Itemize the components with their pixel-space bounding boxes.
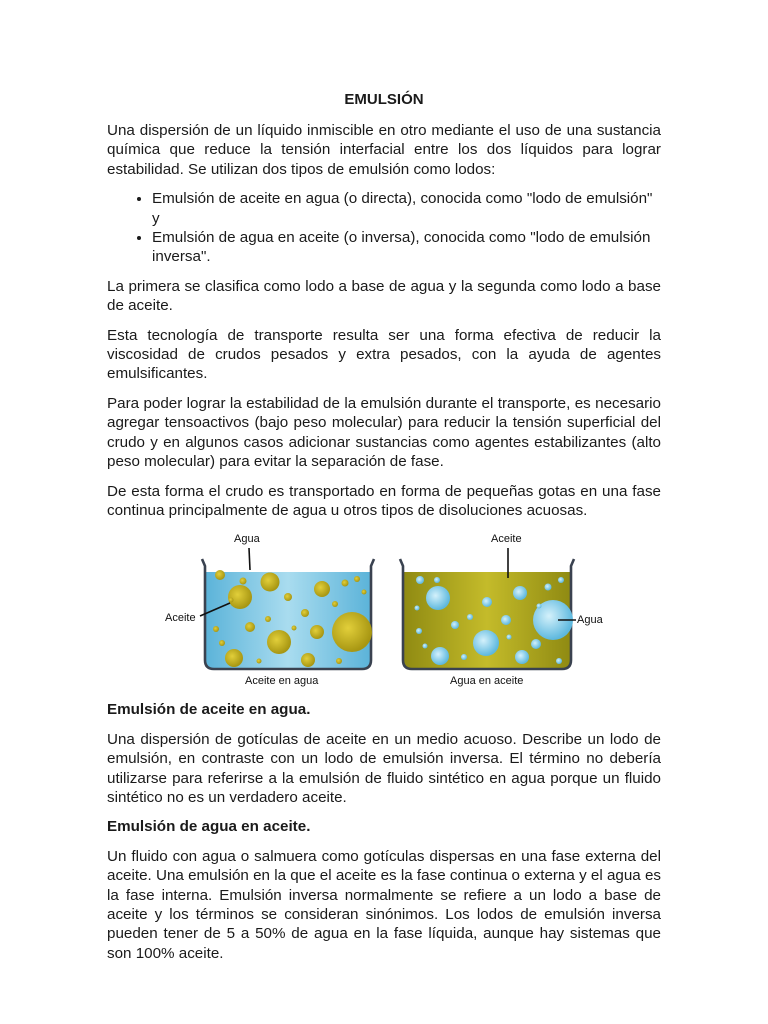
paragraph: Un fluido con agua o salmuera como gotículas dispersas en una fase externa del aceite. Una emulsión en la que el aceite es la fase continua o externa y el agua es la fase interna. Emulsión inversa normalmente se refiere a un lodo a base de aceite y los términos se consideran sinónimos. Los lodos de emulsión inversa pueden tener de 5 a 50% de agua en la fase líquida, aunque hay sistemas que son 100% aceite. (107, 847, 661, 962)
emulsion-diagram (107, 536, 661, 686)
section-heading: Emulsión de agua en aceite. (107, 818, 311, 836)
paragraph: Para poder lograr la estabilidad de la emulsión durante el transporte, es necesario agregar tensoactivos (bajo peso molecular) para reducir la tensión superficial del crudo y en algunos casos adicionar sustancias como agentes estabilizantes (alto peso molecular) para evitar la separación de fase. (107, 394, 661, 471)
caption-oil-in-water: Aceite en agua (245, 675, 319, 688)
paragraph: La primera se clasifica como lodo a base de agua y la segunda como lodo a base de aceite. (107, 277, 661, 315)
emulsion-types-list (107, 189, 661, 267)
emulsion-figure (107, 533, 661, 688)
beaker-oil-in-water (200, 548, 374, 669)
label-oil-top: Aceite (491, 533, 522, 546)
beaker-water-in-oil (400, 548, 576, 669)
list-item: • Emulsión de agua en aceite (o inversa), conocida como "lodo de emulsión inversa". (152, 228, 661, 267)
paragraph: Una dispersión de gotículas de aceite en un medio acuoso. Describe un lodo de emulsión, en contraste con un lodo de emulsión inversa. El término no debería utilizarse para referirse a la emulsión de fluido sintético en agua porque un fluido sintético no es un verdadero aceite. (107, 730, 661, 806)
label-water-top: Agua (234, 533, 260, 546)
document-title: EMULSIÓN (344, 91, 424, 108)
paragraph: Esta tecnología de transporte resulta ser una forma efectiva de reducir la viscosidad de crudos pesados y extra pesados, con la ayuda de agentes emulsificantes. (107, 326, 661, 383)
label-water-side: Agua (577, 614, 603, 627)
list-item: • Emulsión de aceite en agua (o directa), conocida como "lodo de emulsión" y (152, 189, 661, 228)
document-page (107, 90, 661, 973)
label-oil-side: Aceite (165, 612, 196, 625)
section-heading: Emulsión de aceite en agua. (107, 701, 311, 719)
caption-water-in-oil: Agua en aceite (450, 675, 524, 688)
intro-paragraph: Una dispersión de un líquido inmiscible en otro mediante el uso de una sustancia química que reduce la tensión interfacial entre los dos líquidos para lograr estabilidad. Se utilizan dos tipos de emulsión como lodos: (107, 122, 661, 178)
paragraph: De esta forma el crudo es transportado en forma de pequeñas gotas en una fase continua principalmente de agua u otros tipos de disoluciones acuosas. (107, 482, 661, 519)
